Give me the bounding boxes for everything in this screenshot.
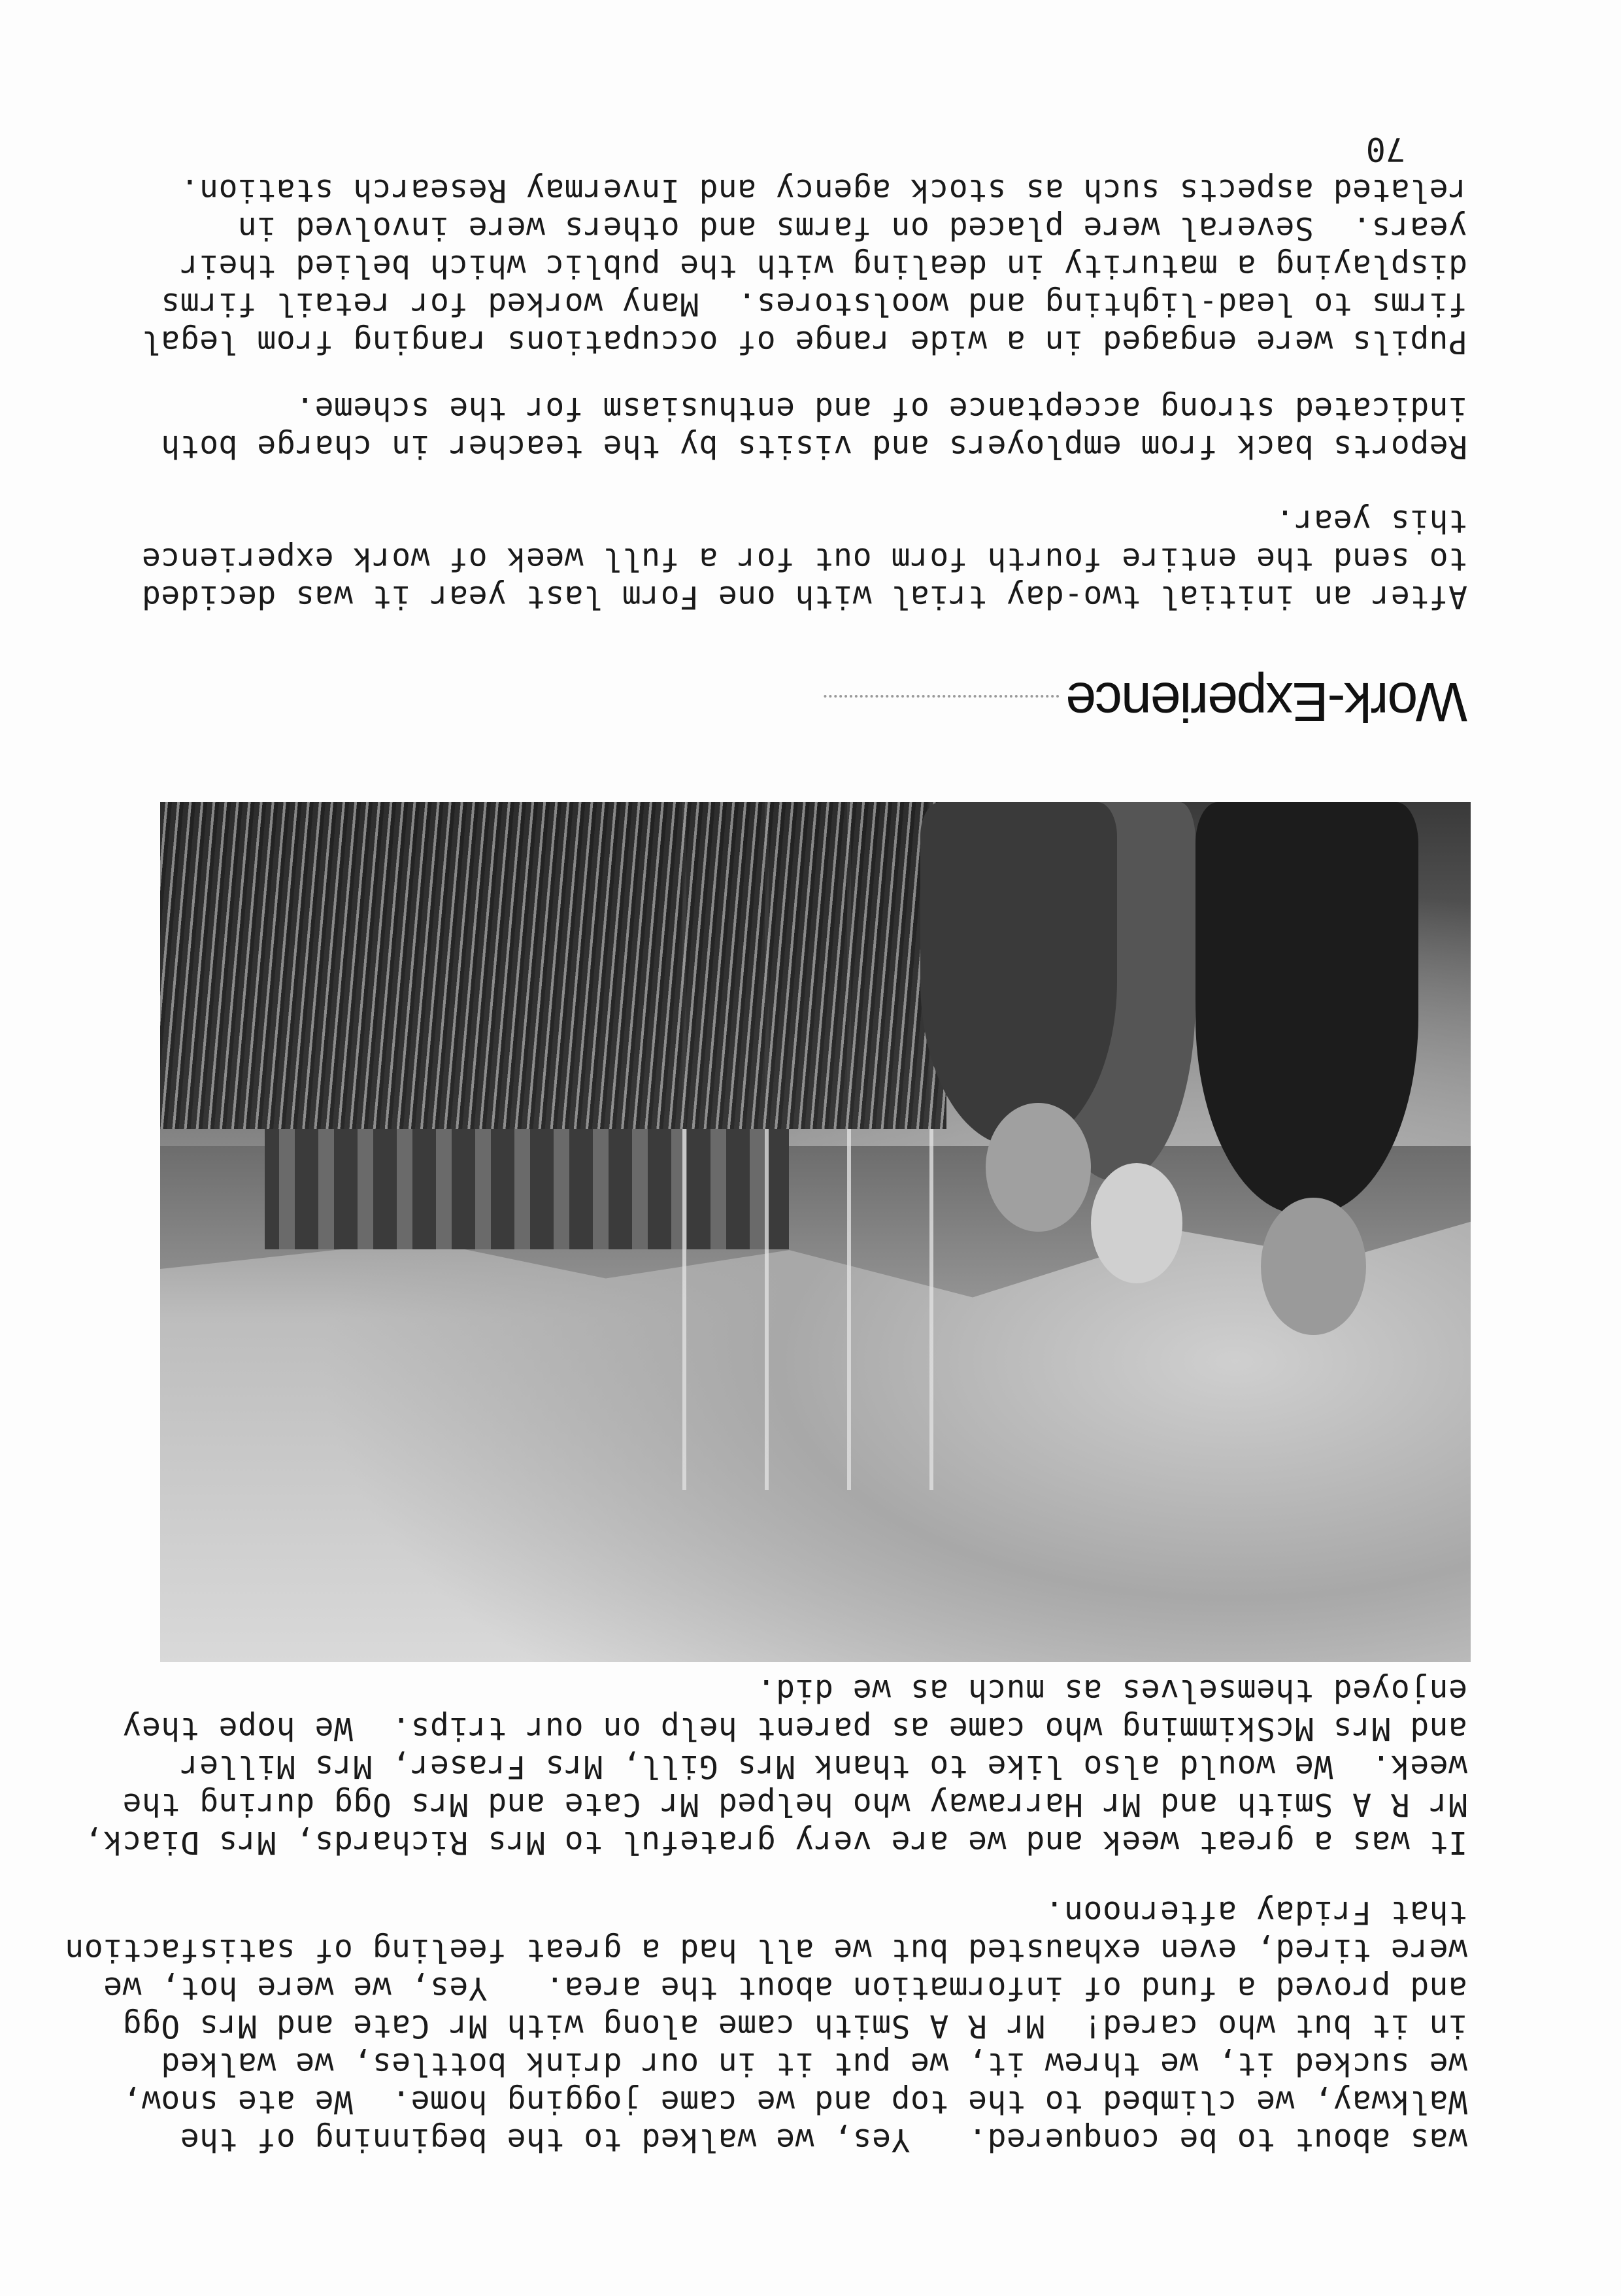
heading-divider [824,695,1059,698]
work-experience-paragraph-3 [141,171,1467,361]
thanks-paragraph [84,1672,1467,1861]
photo-person [1195,802,1418,1215]
text-line: and Mrs McSkimming who came as parent help on our trips. We hope they [122,1710,1467,1747]
page-number: 70 [1365,130,1405,168]
photo-head [1261,1198,1365,1335]
text-line: related aspects such as stock agency and Invermay Research station. [180,172,1467,209]
photo-head [1091,1163,1182,1283]
text-line: indicated strong acceptance of and enthusiasm for the scheme. [295,390,1467,427]
text-line: Mr R A Smith and Mr Harraway who helped Mr Cate and Mrs Ogg during the [122,1786,1467,1823]
text-line: Reports back from employers and visits by the teacher in charge both [160,428,1467,465]
text-line: to send the entire fourth form out for a full week of work experience [141,541,1467,577]
text-line: Walkway, we climbed to the top and we came jogging home. We ate snow, [122,2084,1467,2120]
section-heading: Work-Experience [1067,671,1467,733]
photo-person [920,802,1117,1146]
group-photo [160,802,1471,1662]
work-experience-paragraph-2 [160,390,1467,465]
text-line: After an initial two-day trial with one Form last year it was decided [141,579,1467,615]
text-line: was about to be conquered. Yes, we walked to the beginning of the [180,2121,1467,2158]
text-line: in it but who cared! Mr R A Smith came along with Mr Cate and Mrs Ogg [122,2008,1467,2044]
text-line: years. Several were placed on farms and others were involved in [237,210,1467,246]
text-line: were tired, even exhausted but we all had a great feeling of satisfaction [64,1932,1467,1968]
text-line: enjoyed themselves as much as we did. [756,1672,1467,1709]
text-line: firms to lead-lighting and woolstores. Many worked for retail firms [160,286,1467,322]
work-experience-paragraph-1 [141,502,1467,616]
photo-grass [160,802,946,1129]
text-line: week. We would also like to thank Mrs Gill, Mrs Fraser, Mrs Miller [180,1748,1467,1785]
text-line: that Friday afternoon. [1044,1894,1467,1931]
text-line: and proved a fund of information about the area. Yes, we were hot, we [103,1970,1467,2006]
text-line: displaying a maturity in dealing with the public which belied their [180,248,1467,284]
text-line: this year. [1275,503,1467,539]
text-line: It was a great week and we are very grateful to Mrs Richards, Mrs Diack, [84,1824,1467,1861]
text-line: Pupils were engaged in a wide range of occupations ranging from legal [141,324,1467,360]
photo-head [986,1103,1090,1232]
text-line: we sucked it, we threw it, we put it in our drink bottles, we walked [160,2046,1467,2082]
intro-paragraph [64,1893,1467,2159]
